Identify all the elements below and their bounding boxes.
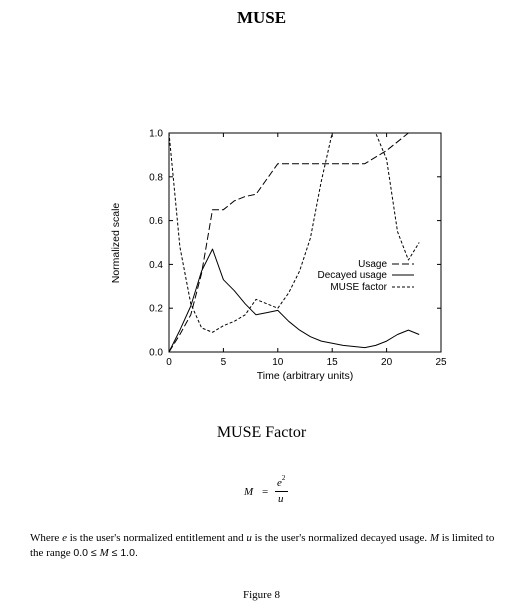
y-tick-label: 0.8: [149, 172, 163, 184]
desc-m-var: M: [429, 532, 440, 544]
formula-numerator-var: e: [277, 477, 282, 489]
y-tick-label: 0.4: [149, 259, 163, 271]
y-tick-label: 0.0: [149, 347, 163, 359]
x-tick-label: 0: [166, 357, 172, 368]
series-line-muse-factor: [169, 133, 419, 332]
formula-equals: =: [262, 486, 269, 498]
y-axis-label: Normalized scale: [110, 202, 122, 284]
page-title: MUSE: [236, 8, 287, 27]
series-line-usage: [169, 133, 419, 352]
legend-label-muse-factor: MUSE factor: [330, 282, 387, 293]
desc-range-start: 0.0 ≤: [73, 547, 100, 559]
figure-caption: Figure 8: [243, 589, 280, 601]
desc-part4: is limited to the range: [30, 532, 495, 559]
x-tick-label: 5: [220, 357, 227, 368]
formula-fraction-bar: [275, 491, 288, 492]
desc-u-var: u: [246, 532, 252, 544]
desc-range-var: M: [99, 547, 109, 559]
series-lines: [169, 133, 419, 352]
description: [30, 531, 500, 561]
legend: [318, 259, 415, 293]
desc-part2: is the user's normalized entitlement and: [66, 532, 247, 544]
desc-range-end: ≤ 1.0.: [108, 547, 138, 559]
y-tick-label: 0.2: [149, 303, 163, 315]
x-tick-label: 15: [326, 357, 338, 368]
legend-label-decayed-usage: Decayed usage: [317, 270, 387, 281]
y-tick-label: 1.0: [149, 128, 163, 140]
section-title: MUSE Factor: [216, 424, 307, 441]
desc-part1: Where: [30, 532, 63, 544]
x-axis-label: Time (arbitrary units): [256, 370, 354, 382]
desc-e-var: e: [62, 532, 67, 544]
x-tick-label: 20: [381, 357, 393, 368]
desc-part3: is the user's normalized decayed usage.: [251, 532, 430, 544]
legend-label-usage: Usage: [358, 259, 387, 270]
plot-frame: [169, 133, 441, 352]
formula-denominator: u: [278, 493, 284, 505]
formula-numerator: [277, 474, 285, 489]
x-tick-label: 10: [272, 357, 284, 368]
formula-lhs: M: [244, 486, 254, 498]
x-tick-label: 25: [435, 357, 447, 368]
y-tick-label: 0.6: [149, 216, 163, 228]
formula-exponent: 2: [281, 474, 286, 482]
